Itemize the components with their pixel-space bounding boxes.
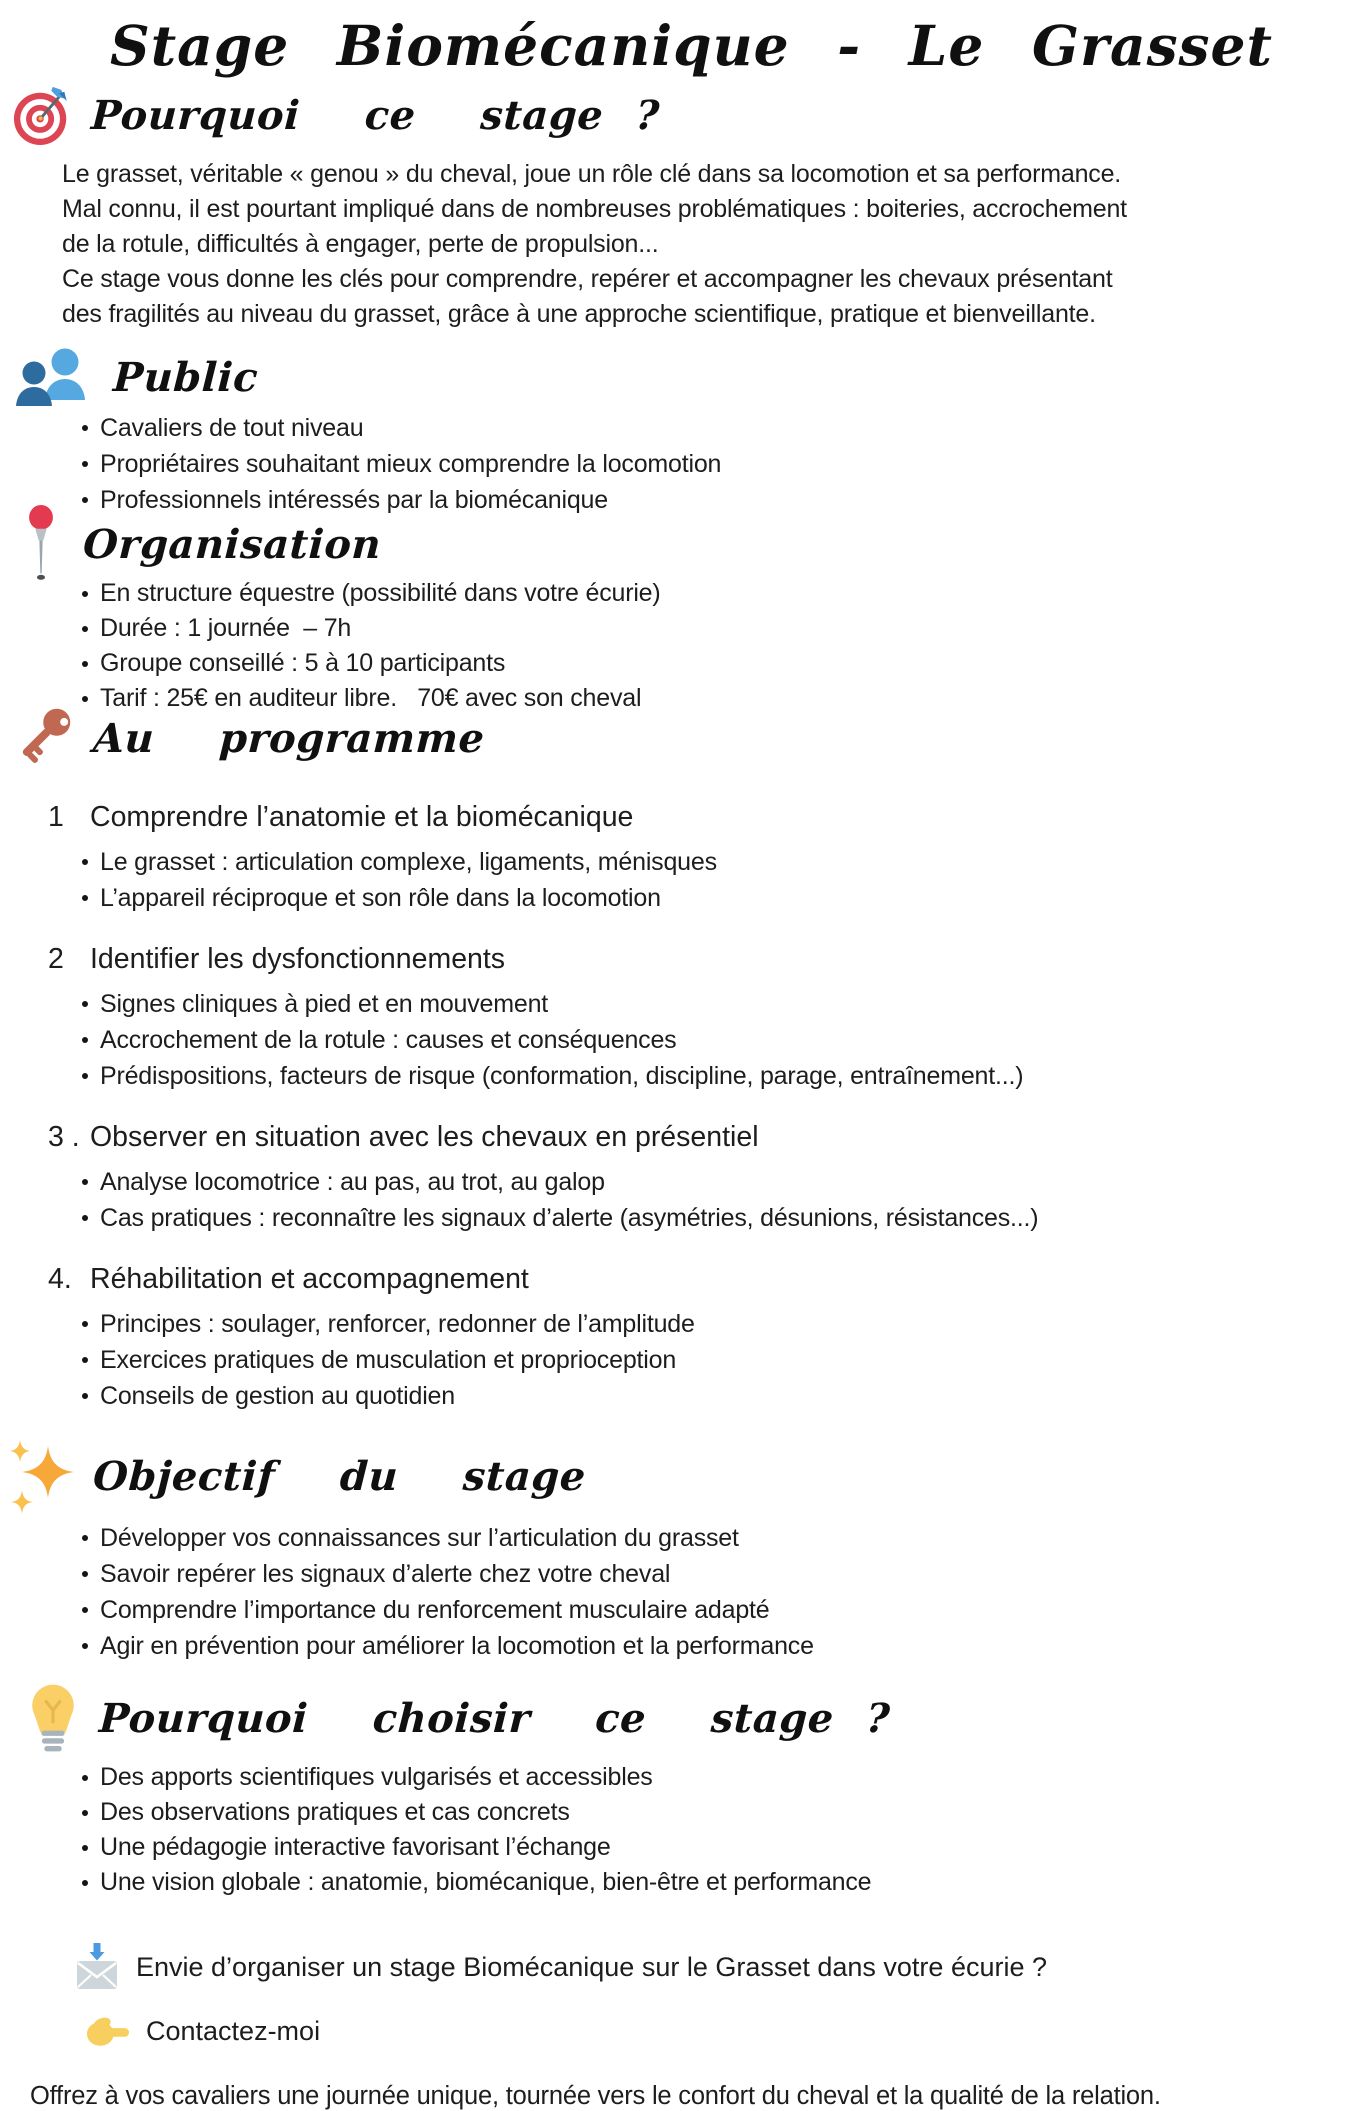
cta-invite-text: Envie d’organiser un stage Biomécanique sur le Grasset dans votre écurie ? — [136, 1951, 1047, 1982]
programme-sublist — [0, 1164, 1357, 1236]
section-programme — [0, 702, 1357, 1414]
programme-item-1 — [0, 800, 1357, 916]
flyer-page — [0, 13, 1357, 2111]
section-heading-objectif: Objectif du stage — [92, 1452, 588, 1500]
section-public — [0, 346, 1357, 518]
list-item: Agir en prévention pour améliorer la locomotion et la performance — [100, 1628, 1357, 1664]
list-item: Prédispositions, facteurs de risque (conformation, discipline, parage, entraînement...) — [100, 1058, 1357, 1094]
list-item: Accrochement de la rotule : causes et conséquences — [100, 1022, 1357, 1058]
public-list — [0, 410, 1357, 518]
paragraph-line: Mal connu, il est pourtant impliqué dans de nombreuses problématiques : boiteries, accrochement — [62, 195, 1127, 224]
section-organisation — [0, 504, 1357, 716]
section-heading-public: Public — [112, 353, 260, 401]
cta-contact-row[interactable] — [86, 2014, 1357, 2048]
programme-sublist — [0, 986, 1357, 1094]
list-item: Durée : 1 journée – 7h — [100, 611, 1357, 646]
list-item: Conseils de gestion au quotidien — [100, 1378, 1357, 1414]
paragraph-line: des fragilités au niveau du grasset, grâce à une approche scientifique, pratique et bienveillante. — [62, 300, 1096, 329]
list-item: En structure équestre (possibilité dans votre écurie) — [100, 576, 1357, 611]
target-icon — [12, 83, 74, 147]
paragraph-line: Ce stage vous donne les clés pour comprendre, repérer et accompagner les chevaux présentant — [62, 265, 1113, 294]
footer-tagline: Offrez à vos cavaliers une journée unique, tournée vers le confort du cheval et la qualité de la relation. — [30, 2082, 1161, 2111]
list-item: Une pédagogie interactive favorisant l’échange — [100, 1830, 1357, 1865]
list-item: Cas pratiques : reconnaître les signaux d’alerte (asymétries, désunions, résistances...) — [100, 1200, 1357, 1236]
section-heading-programme: Au programme — [92, 714, 486, 762]
paragraph-line: de la rotule, difficultés à engager, perte de propulsion... — [62, 230, 659, 259]
list-item: Savoir repérer les signaux d’alerte chez votre cheval — [100, 1556, 1357, 1592]
list-item: Cavaliers de tout niveau — [100, 410, 1357, 446]
section-heading-why: Pourquoi ce stage ? — [90, 91, 661, 139]
programme-item-4 — [0, 1262, 1357, 1414]
list-item: Le grasset : articulation complexe, ligaments, ménisques — [100, 844, 1357, 880]
lightbulb-icon — [24, 1679, 82, 1757]
programme-title: Comprendre l’anatomie et la biomécanique — [90, 801, 634, 834]
list-item: Analyse locomotrice : au pas, au trot, au galop — [100, 1164, 1357, 1200]
programme-number: 1 — [48, 801, 64, 834]
programme-number: 3 . — [48, 1121, 80, 1154]
programme-item-2 — [0, 942, 1357, 1094]
paragraph-line: Le grasset, véritable « genou » du cheval, joue un rôle clé dans sa locomotion et sa performance. — [62, 160, 1122, 189]
section-heading-choisir: Pourquoi choisir ce stage ? — [98, 1694, 892, 1742]
section-why — [0, 83, 1357, 332]
cta-contact-text[interactable]: Contactez-moi — [146, 2015, 321, 2046]
section-objectif — [0, 1436, 1357, 1664]
pointing-right-hand-icon — [86, 2014, 130, 2048]
cta-invite-row — [74, 1942, 1357, 1992]
section-heading-organisation: Organisation — [82, 520, 383, 568]
section-choisir — [0, 1676, 1357, 1900]
people-icon — [12, 346, 96, 408]
programme-sublist — [0, 844, 1357, 916]
list-item: Des apports scientifiques vulgarisés et accessibles — [100, 1760, 1357, 1795]
programme-title: Identifier les dysfonctionnements — [90, 943, 506, 976]
list-item: L’appareil réciproque et son rôle dans la locomotion — [100, 880, 1357, 916]
list-item: Exercices pratiques de musculation et proprioception — [100, 1342, 1357, 1378]
list-item: Tarif : 25€ en auditeur libre. 70€ avec son cheval — [100, 681, 1357, 716]
list-item: Propriétaires souhaitant mieux comprendre la locomotion — [100, 446, 1357, 482]
programme-number: 4. — [48, 1263, 72, 1296]
sparkles-icon — [8, 1438, 78, 1514]
programme-number: 2 — [48, 943, 64, 976]
programme-title: Réhabilitation et accompagnement — [90, 1263, 529, 1296]
objectif-list — [0, 1520, 1357, 1664]
choisir-list — [0, 1760, 1357, 1900]
list-item: Comprendre l’importance du renforcement musculaire adapté — [100, 1592, 1357, 1628]
list-item: Une vision globale : anatomie, biomécanique, bien-être et performance — [100, 1865, 1357, 1900]
list-item: Professionnels intéressés par la biomécanique — [100, 482, 1357, 518]
pushpin-icon — [24, 504, 58, 584]
list-item: Des observations pratiques et cas concrets — [100, 1795, 1357, 1830]
list-item: Groupe conseillé : 5 à 10 participants — [100, 646, 1357, 681]
incoming-envelope-icon — [74, 1942, 120, 1992]
programme-title: Observer en situation avec les chevaux en présentiel — [90, 1121, 759, 1154]
list-item: Principes : soulager, renforcer, redonner de l’amplitude — [100, 1306, 1357, 1342]
list-item: Signes cliniques à pied et en mouvement — [100, 986, 1357, 1022]
key-icon — [8, 702, 80, 774]
programme-sublist — [0, 1306, 1357, 1414]
list-item: Développer vos connaissances sur l’articulation du grasset — [100, 1520, 1357, 1556]
organisation-list — [0, 576, 1357, 716]
intro-paragraph — [62, 157, 1357, 332]
programme-item-3 — [0, 1120, 1357, 1236]
page-title: Stage Biomécanique - Le Grasset — [110, 13, 1273, 78]
